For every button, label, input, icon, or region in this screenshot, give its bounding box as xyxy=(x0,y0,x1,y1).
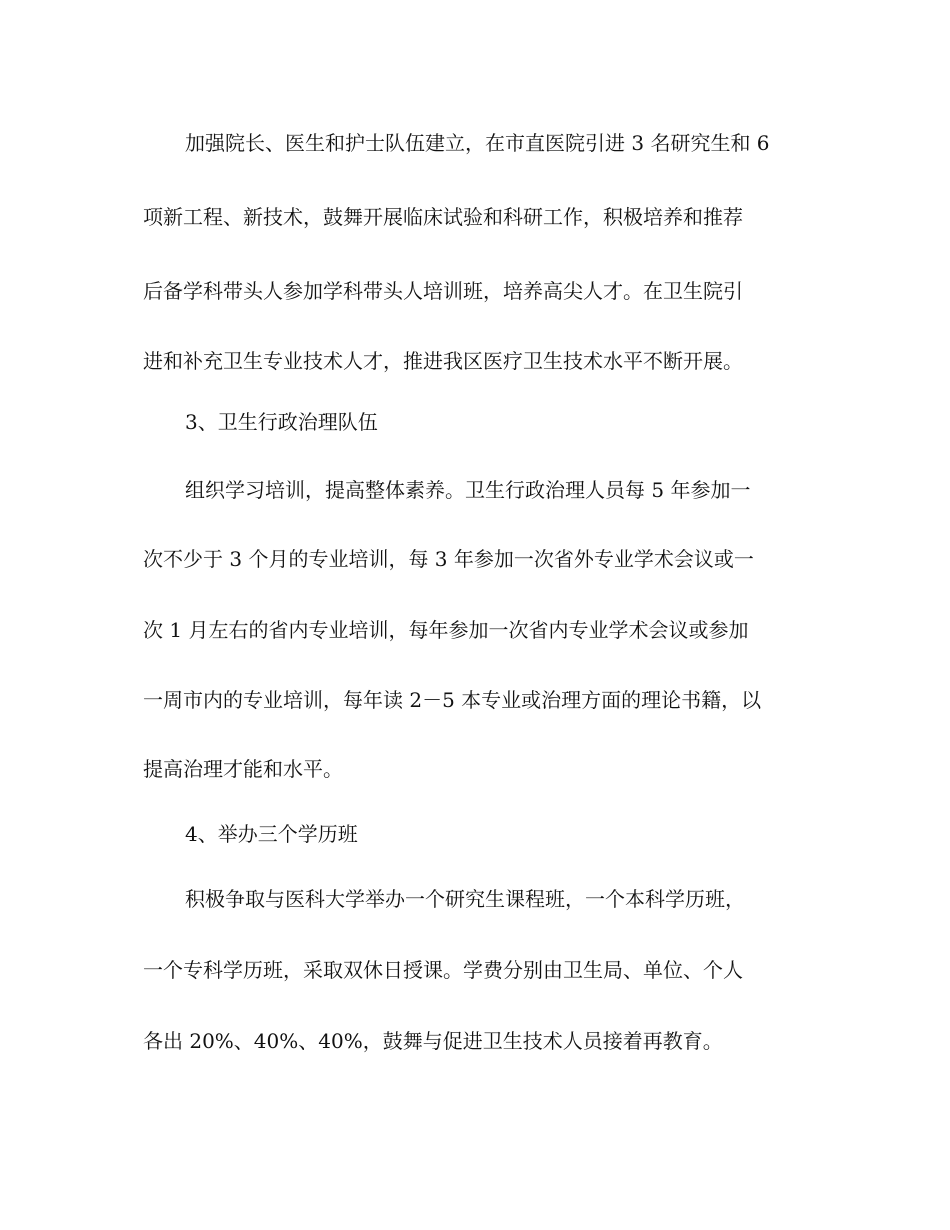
paragraph-line: 次不少于 3 个月的专业培训，每 3 年参加一次省外专业学术会议或一 xyxy=(143,547,754,571)
paragraph-line: 后备学科带头人参加学科带头人培训班，培养高尖人才。在卫生院引 xyxy=(143,279,743,303)
paragraph-line: 一周市内的专业培训，每年读 2－5 本专业或治理方面的理论书籍，以 xyxy=(143,688,762,712)
paragraph-line: 项新工程、新技术，鼓舞开展临床试验和科研工作，积极培养和推荐 xyxy=(143,205,743,229)
paragraph-line: 积极争取与医科大学举办一个研究生课程班，一个本科学历班， xyxy=(185,887,745,911)
paragraph-line: 次 1 月左右的省内专业培训，每年参加一次省内专业学术会议或参加 xyxy=(143,618,749,642)
section-heading: 4、举办三个学历班 xyxy=(185,822,358,846)
paragraph-line: 组织学习培训，提高整体素养。卫生行政治理人员每 5 年参加一 xyxy=(185,478,751,502)
section-heading: 3、卫生行政治理队伍 xyxy=(185,410,378,434)
paragraph-line: 提高治理才能和水平。 xyxy=(143,757,343,781)
paragraph-line: 各出 20%、40%、40%，鼓舞与促进卫生技术人员接着再教育。 xyxy=(143,1029,723,1053)
paragraph-line: 一个专科学历班，采取双休日授课。学费分别由卫生局、单位、个人 xyxy=(143,958,743,982)
paragraph-line: 加强院长、医生和护士队伍建立，在市直医院引进 3 名研究生和 6 xyxy=(185,131,770,155)
paragraph-line: 进和补充卫生专业技术人才，推进我区医疗卫生技术水平不断开展。 xyxy=(143,349,743,373)
